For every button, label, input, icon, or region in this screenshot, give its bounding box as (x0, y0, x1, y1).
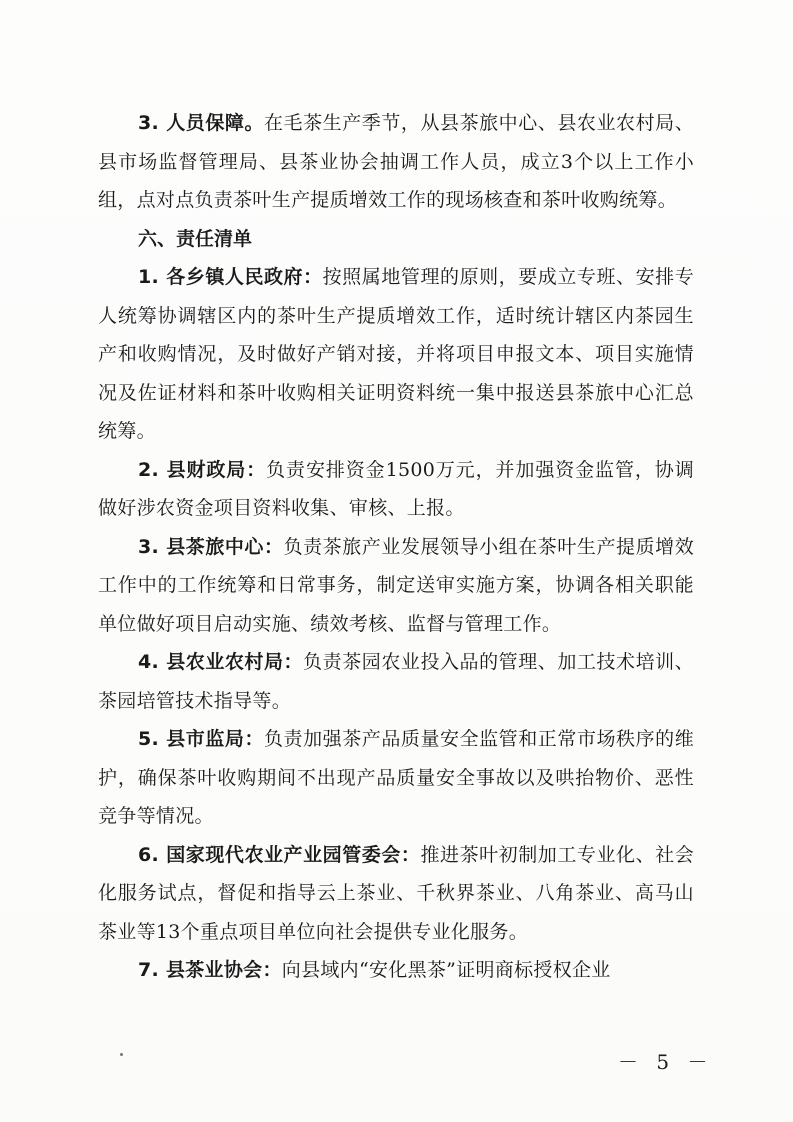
paragraph-lead: 7. 县茶业协会： (138, 959, 282, 981)
paragraph-lead: 2. 县财政局： (138, 458, 267, 481)
paragraph-lead: 3. 人员保障。 (138, 112, 264, 134)
paragraph-market-supervision-bureau (98, 720, 694, 836)
paragraph-lead: 6. 国家现代农业产业园管委会： (138, 843, 421, 866)
document-body (98, 104, 694, 990)
paragraph-text: 向县域内“安化黑茶”证明商标授权企业 (281, 959, 611, 981)
paragraph-lead: 5. 县市监局： (138, 728, 264, 750)
paragraph-text: 负责茶园农业投入品的管理、加工技术培训、茶园培管技术指导等。 (98, 651, 694, 712)
paragraph-tea-association (98, 951, 694, 990)
paragraph-text: 负责茶旅产业发展领导小组在茶叶生产提质增效工作中的工作统筹和日常事务，制定送审实施方案，协调各相关职能单位做好项目启动实施、绩效考核、监督与管理工作。 (98, 535, 694, 635)
paragraph-lead: 3. 县茶旅中心： (138, 535, 284, 558)
paragraph-text: 推进茶叶初制加工专业化、社会化服务试点，督促和指导云上茶业、千秋界茶业、八角茶业、高马山茶业等13个重点项目单位向社会提供专业化服务。 (98, 843, 694, 943)
paragraph-tea-tourism-center (98, 528, 694, 644)
paragraph-personnel-guarantee (98, 104, 694, 220)
paragraph-township-governments (98, 258, 694, 451)
paragraph-text: 负责安排资金1500万元，并加强资金监管，协调做好涉农资金项目资料收集、审核、上报。 (98, 458, 694, 519)
paragraph-industrial-park-committee (98, 836, 694, 952)
paragraph-lead: 4. 县农业农村局： (138, 651, 304, 673)
scan-speck (120, 1053, 123, 1056)
section-heading-responsibility-list: 六、责任清单 (138, 227, 253, 250)
paragraph-text: 负责加强茶产品质量安全监管和正常市场秩序的维护，确保茶叶收购期间不出现产品质量安全事故以及哄抬物价、恶性竞争等情况。 (98, 728, 694, 827)
paragraph-text: 在毛茶生产季节，从县茶旅中心、县农业农村局、县市场监督管理局、县茶业协会抽调工作人员，成立3个以上工作小组，点对点负责茶叶生产提质增效工作的现场核查和茶叶收购统筹。 (98, 112, 694, 211)
paragraph-text: 按照属地管理的原则，要成立专班、安排专人统筹协调辖区内的茶叶生产提质增效工作，适时统计辖区内茶园生产和收购情况，及时做好产销对接，并将项目申报文本、项目实施情况及佐证材料和茶叶收购相关证明资料统一集中报送县茶旅中心汇总统筹。 (98, 266, 694, 442)
paragraph-finance-bureau (98, 451, 694, 528)
page-number: － 5 － (618, 1050, 714, 1074)
paragraph-lead: 1. 各乡镇人民政府： (138, 266, 323, 288)
paragraph-agriculture-bureau (98, 643, 694, 720)
